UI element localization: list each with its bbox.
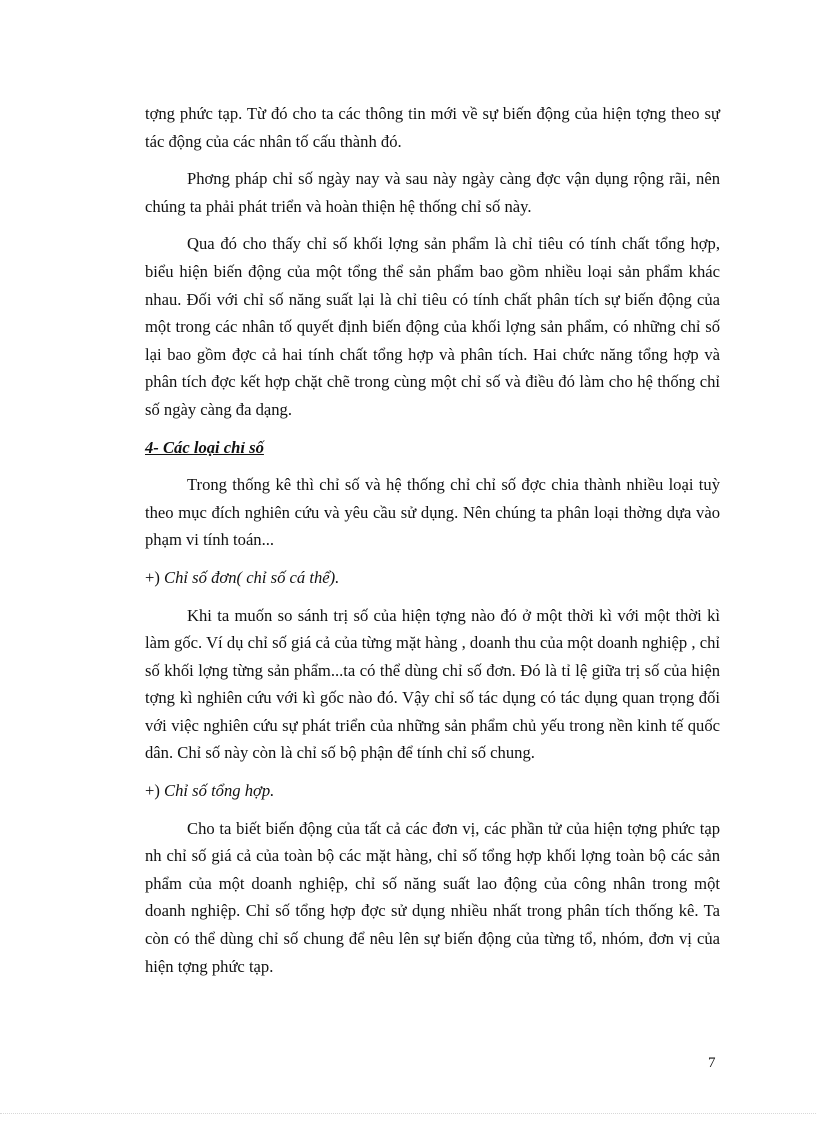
subsection-heading-composite-index (145, 777, 720, 805)
subsection-heading-simple-index (145, 564, 720, 592)
paragraph-continuation: tợng phức tạp. Từ đó cho ta các thông tin mới về sự biến động của hiện tợng theo sự tác động của các nhân tố cấu thành đó. (145, 104, 720, 151)
paragraph-index-method: Phơng pháp chỉ số ngày nay và sau này ngày càng đợc vận dụng rộng rãi, nên chúng ta phải phát triển và hoàn thiện hệ thống chỉ số này. (145, 169, 720, 216)
document-page (145, 100, 720, 990)
paragraph-simple-index: Khi ta muốn so sánh trị số của hiện tợng nào đó ở một thời kì với một thời kì làm gốc. Ví dụ chỉ số giá cả của từng mặt hàng , doanh thu của một doanh nghiệp , chỉ số khối lợng từng sản phẩm...ta có thể dùng chỉ số đơn. Đó là tỉ lệ giữa trị số của hiện tợng kì nghiên cứu với kì gốc nào đó. Vậy chỉ số tác dụng có tác dụng quan trọng đối với việc nghiên cứu sự phát triển của những sản phẩm chủ yếu trong nền kinh tế quốc dân. Chỉ số này còn là chỉ số bộ phận để tính chỉ số chung. (145, 605, 720, 763)
subsection-prefix: +) (145, 567, 165, 587)
subsection-prefix: +) (145, 781, 165, 801)
paragraph-composite-index: Cho ta biết biến động của tất cả các đơn vị, các phần tử của hiện tợng phức tạp nh chỉ số giá cả của toàn bộ các mặt hàng, chỉ số tổng hợp khối lợng toàn bộ các sản phẩm của một doanh nghiệp, chỉ số năng suất lao động của công nhân trong một doanh nghiệp. Chỉ số tổng hợp đợc sử dụng nhiều nhất trong phân tích thống kê. Ta còn có thể dùng chỉ số chung để nêu lên sự biến động của từng tổ, nhóm, đơn vị của hiện tợng phức tạp. (145, 818, 720, 976)
subsection-title: Chỉ số tổng hợp. (164, 781, 275, 801)
paragraph-volume-index: Qua đó cho thấy chỉ số khối lợng sản phẩm là chỉ tiêu có tính chất tổng hợp, biểu hiện biến động của một tổng thể sản phẩm bao gồm nhiều loại sản phẩm khác nhau. Đối với chỉ số năng suất lại là chỉ tiêu có tính chất phân tích sự biến động của một trong các nhân tố quyết định biến động của khối lợng sản phẩm, có những chỉ số lại bao gồm đợc cả hai tính chất tổng hợp và phân tích. Hai chức năng tổng hợp và phân tích đợc kết hợp chặt chẽ trong cùng một chỉ số và điều đó làm cho hệ thống chỉ số ngày càng đa dạng. (145, 234, 720, 419)
subsection-title: Chỉ số đơn( chỉ số cá thể). (164, 567, 340, 587)
page-bottom-divider (0, 1113, 816, 1114)
section-intro: Trong thống kê thì chỉ số và hệ thống chỉ chỉ số đợc chia thành nhiều loại tuỳ theo mục đích nghiên cứu và yêu cầu sử dụng. Nên chúng ta phân loại thờng dựa vào phạm vi tính toán... (145, 475, 720, 550)
page-number: 7 (708, 1055, 716, 1071)
section-heading: 4- Các loại chỉ số (145, 437, 264, 457)
